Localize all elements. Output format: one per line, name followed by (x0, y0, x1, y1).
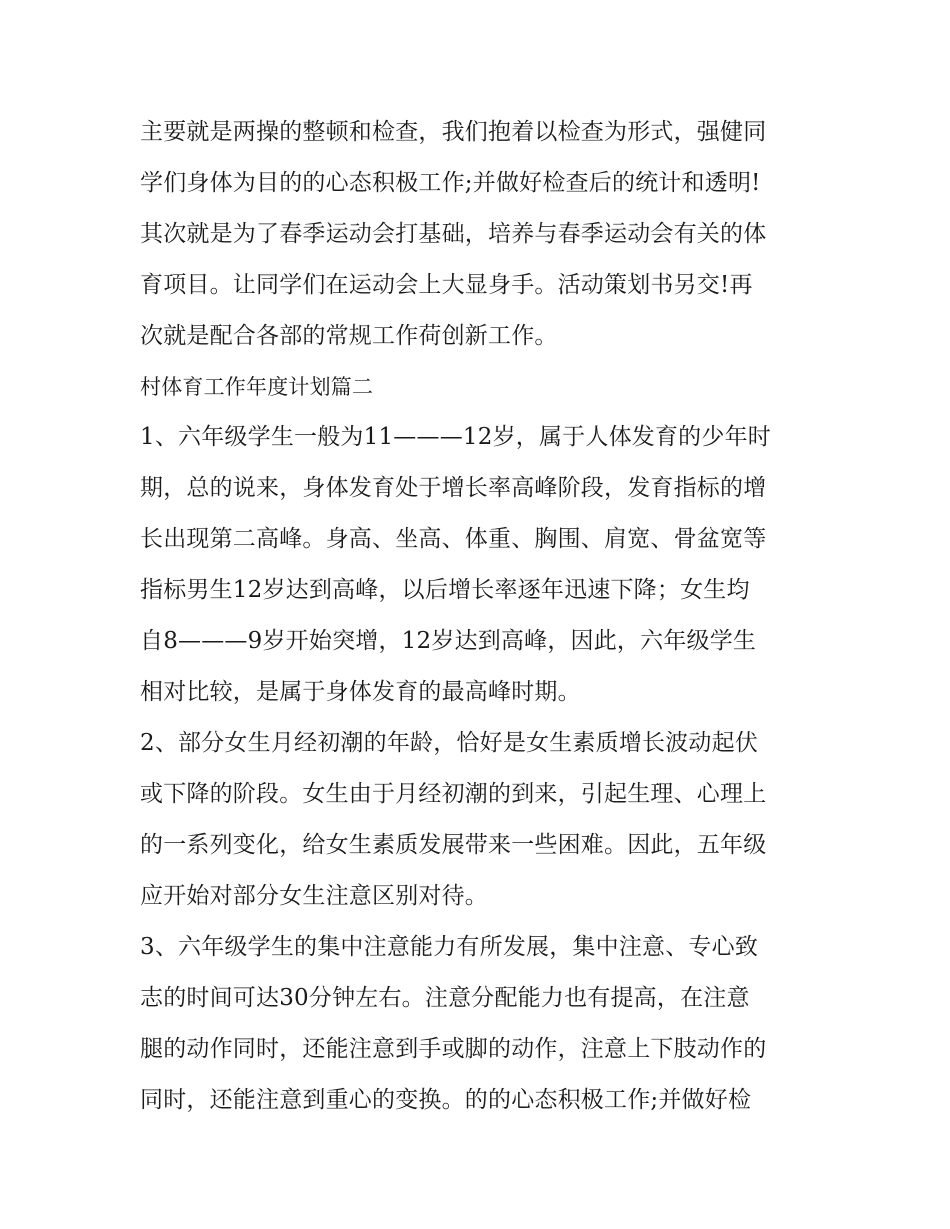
paragraph-line: 其次就是为了春季运动会打基础，培养与春季运动会有关的体 (140, 221, 767, 247)
paragraph-line: 腿的动作同时，还能注意到手或脚的动作，注意上下肢动作的 (140, 1036, 767, 1062)
paragraph-line: 2、部分女生月经初潮的年龄，恰好是女生素质增长波动起伏 (140, 730, 759, 756)
paragraph-line: 志的时间可达30分钟左右。注意分配能力也有提高，在注意 (140, 985, 750, 1011)
paragraph-line: 自8———9岁开始突增，12岁达到高峰，因此，六年级学生 (140, 628, 757, 654)
paragraph-line: 或下降的阶段。女生由于月经初潮的到来，引起生理、心理上 (140, 781, 767, 807)
paragraph-line: 期，总的说来，身体发育处于增长率高峰阶段，发育指标的增 (140, 475, 767, 501)
section-heading: 村体育工作年度计划篇二 (140, 375, 374, 399)
paragraph-line: 相对比较，是属于身体发育的最高峰时期。 (140, 679, 581, 705)
paragraph-line: 指标男生12岁达到高峰，以后增长率逐年迅速下降；女生均 (140, 577, 750, 603)
paragraph-line: 3、六年级学生的集中注意能力有所发展，集中注意、专心致 (140, 934, 759, 960)
paragraph-line: 的一系列变化，给女生素质发展带来一些困难。因此，五年级 (140, 832, 767, 858)
paragraph-line: 1、六年级学生一般为11———12岁，属于人体发育的少年时 (140, 424, 771, 450)
document-body (140, 107, 820, 1126)
paragraph-line: 应开始对部分女生注意区别对待。 (140, 883, 488, 909)
paragraph-line: 主要就是两操的整顿和检查，我们抱着以检查为形式，强健同 (140, 119, 767, 145)
paragraph-line: 育项目。让同学们在运动会上大显身手。活动策划书另交!再 (140, 272, 753, 298)
paragraph-line: 学们身体为目的的心态积极工作;并做好检查后的统计和透明! (140, 170, 761, 196)
paragraph-line: 次就是配合各部的常规工作荷创新工作。 (140, 323, 558, 349)
paragraph-line: 长出现第二高峰。身高、坐高、体重、胸围、肩宽、骨盆宽等 (140, 526, 767, 552)
paragraph-line: 同时，还能注意到重心的变换。的的心态积极工作;并做好检 (140, 1087, 752, 1113)
